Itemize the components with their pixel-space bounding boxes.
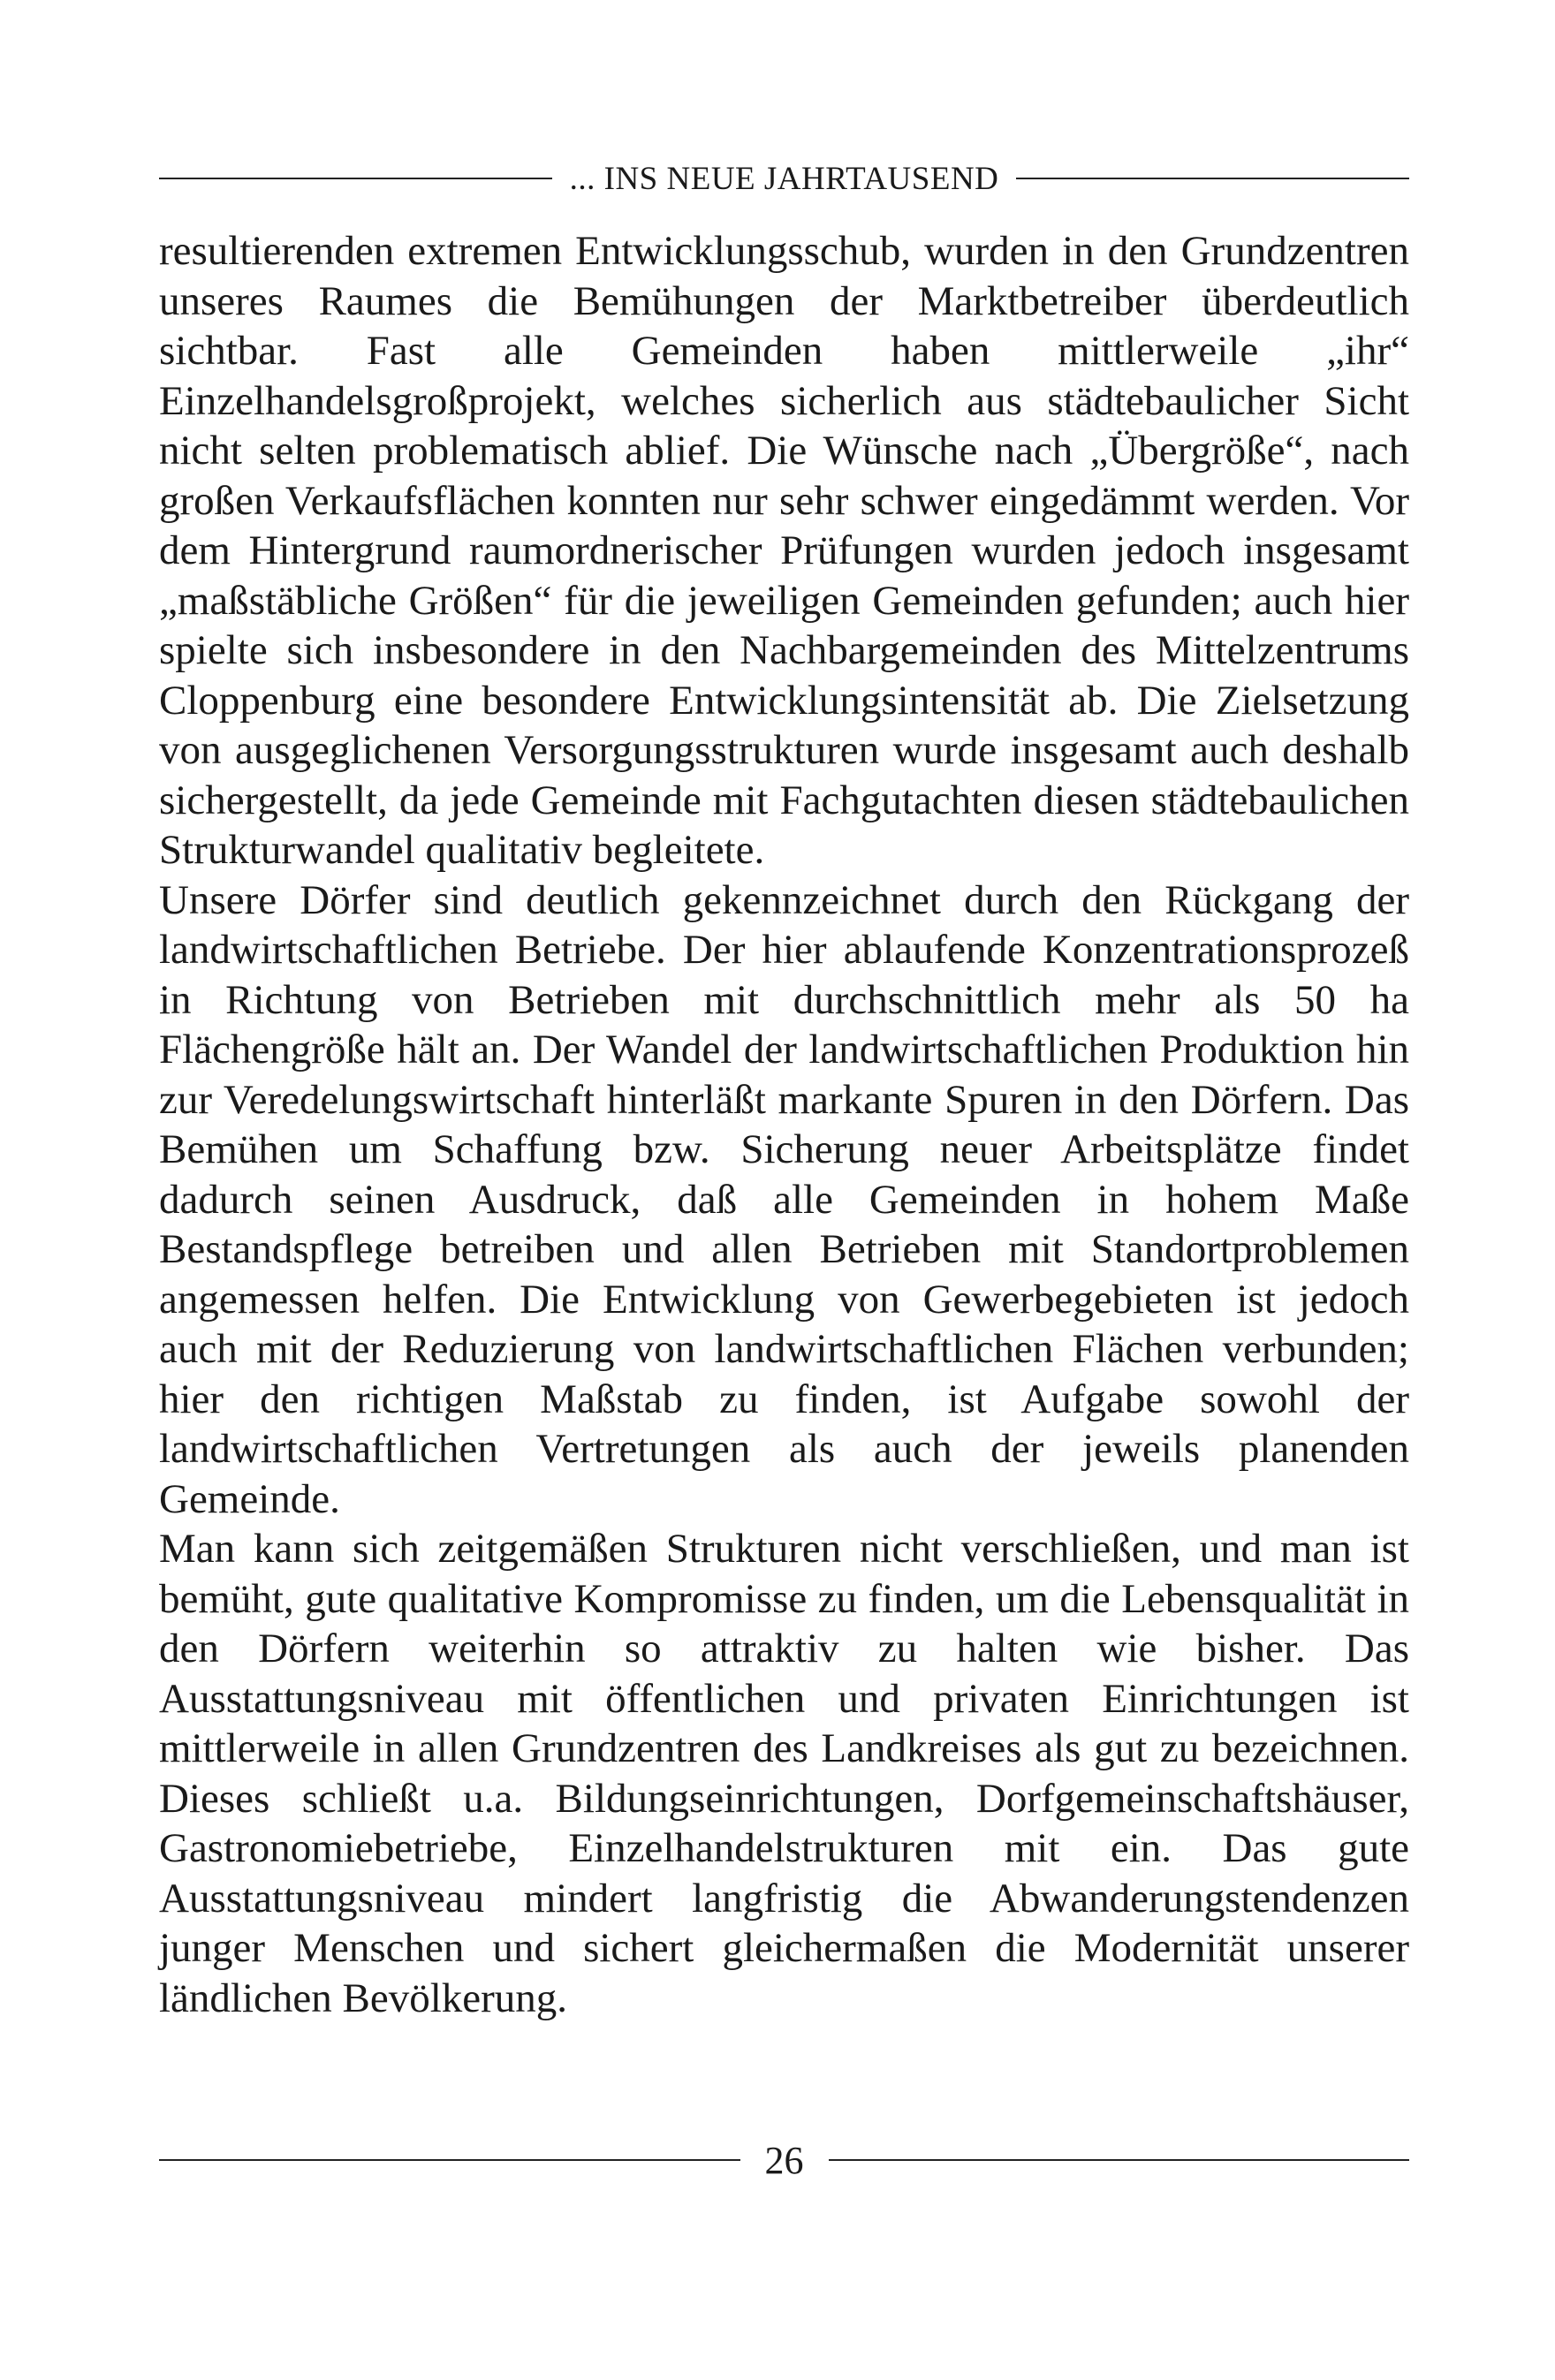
paragraph-3: Man kann sich zeitgemäßen Strukturen nicht verschließen, und man ist bemüht, gute qualitative Kompromisse zu finden, um die Lebensqualität in den Dörfern weiterhin so attraktiv zu halten wie bisher. Das Ausstattungsniveau mit öffentlichen und privaten Einrichtungen ist mittlerweile in allen Grundzentren des Landkreises als gut zu bezeichnen. Dieses schließt u.a. Bildungseinrichtungen, Dorfgemeinschaftshäuser, Gastronomiebetriebe, Einzelhandelstrukturen mit ein. Das gute Ausstattungsniveau mindert langfristig die Abwanderungstendenzen junger Menschen und sichert gleichermaßen die Modernität unserer ländlichen Bevölkerung. (159, 1526, 1409, 2021)
header-rule-right (1016, 178, 1409, 179)
page-body (159, 226, 1409, 2023)
running-header-title: ... INS NEUE JAHRTAUSEND (569, 160, 999, 197)
header-rule-left (159, 178, 552, 179)
paragraph-2: Unsere Dörfer sind deutlich gekennzeichnet durch den Rückgang der landwirtschaftlichen Betriebe. Der hier ablaufende Konzentrationsprozeß in Richtung von Betrieben mit durchschnittlich mehr als 50 ha Flächengröße hält an. Der Wandel der landwirtschaftlichen Produktion hin zur Veredelungswirtschaft hinterläßt markante Spuren in den Dörfern. Das Bemühen um Schaffung bzw. Sicherung neuer Arbeitsplätze findet dadurch seinen Ausdruck, daß alle Gemeinden in hohem Maße Bestandspflege betreiben und allen Betrieben mit Standortproblemen angemessen helfen. Die Entwicklung von Gewerbegebieten ist jedoch auch mit der Reduzierung von landwirtschaftlichen Flächen verbunden; hier den richtigen Maßstab zu finden, ist Aufgabe sowohl der landwirtschaftlichen Vertretungen als auch der jeweils planenden Gemeinde. (159, 876, 1409, 1522)
page-number: 26 (764, 2138, 804, 2182)
paragraph-1: resultierenden extremen Entwicklungsschub, wurden in den Grundzentren unseres Raumes die Bemühungen der Marktbetreiber überdeutlich sichtbar. Fast alle Gemeinden haben mittlerweile „ihr“ Einzelhandelsgroßprojekt, welches sicherlich aus städtebaulicher Sicht nicht selten problematisch ablief. Die Wünsche nach „Übergröße“, nach großen Verkaufsflächen konnten nur sehr schwer eingedämmt werden. Vor dem Hintergrund raumordnerischer Prüfungen wurden jedoch insgesamt „maßstäbliche Größen“ für die jeweiligen Gemeinden gefunden; auch hier spielte sich insbesondere in den Nachbargemeinden des Mittelzentrums Cloppenburg eine besondere Entwicklungsintensität ab. Die Zielsetzung von ausgeglichenen Versorgungsstrukturen wurde insgesamt auch deshalb sichergestellt, da jede Gemeinde mit Fachgutachten diesen städtebaulichen Strukturwandel qualitativ begleitete. (159, 228, 1409, 873)
footer-rule-left (159, 2159, 740, 2161)
page-footer (159, 2129, 1409, 2191)
footer-rule-right (829, 2159, 1410, 2161)
running-header (159, 152, 1409, 205)
